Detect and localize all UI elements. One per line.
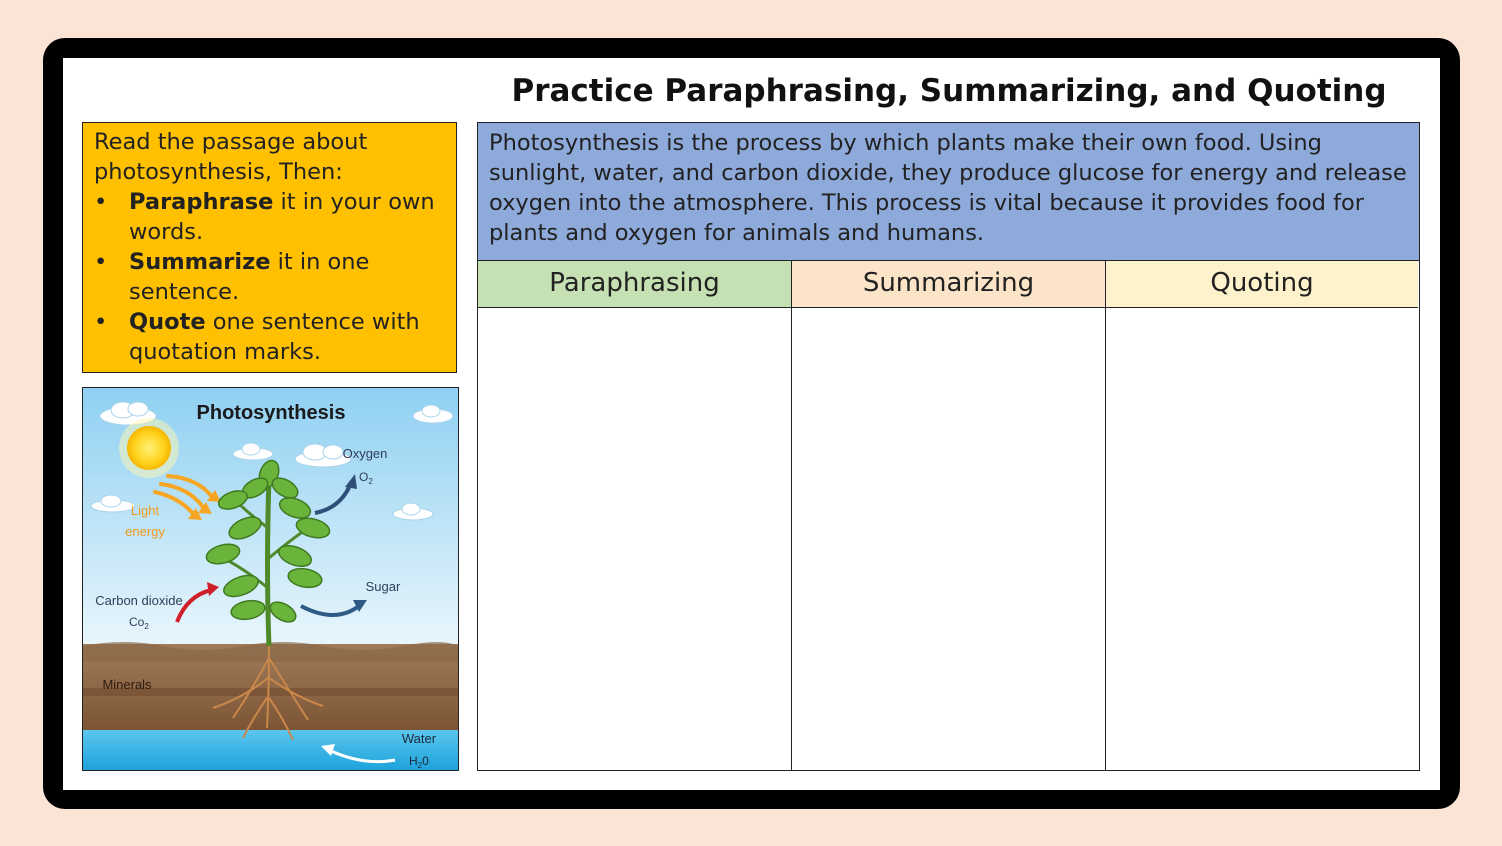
- diagram-title: Photosynthesis: [196, 402, 346, 424]
- quoting-cell[interactable]: [1106, 308, 1418, 770]
- h2o-label: $H_20$: [409, 754, 429, 770]
- passage-box: Photosynthesis is the process by which plants make their own food. Using sunlight, water, and carbon dioxide, they produce glucose for energy and release oxygen into the atmosphere. This process is vital because it provides food for plants and oxygen for animals and humans.: [477, 122, 1420, 261]
- instruction-keyword: Quote: [129, 309, 206, 335]
- instructions-box: [82, 122, 457, 373]
- instruction-item-paraphrase: [94, 187, 446, 247]
- instructions-list: [94, 187, 446, 367]
- instruction-text: it in your own words.: [129, 189, 435, 245]
- summarizing-cell[interactable]: [792, 308, 1106, 770]
- sugar-label: Sugar: [365, 579, 401, 594]
- water-label: Water: [401, 731, 437, 746]
- photosynthesis-diagram: [82, 387, 459, 771]
- co2-formula-label: $Co_2$: [129, 615, 149, 631]
- bullet-icon: •: [94, 189, 108, 215]
- instruction-text: it in one sentence.: [129, 249, 370, 305]
- response-table: [477, 260, 1420, 771]
- co2-title-label: Carbon dioxide: [95, 593, 183, 608]
- instruction-keyword: Summarize: [129, 249, 271, 275]
- header-summarizing: Summarizing: [792, 261, 1106, 308]
- instruction-keyword: Paraphrase: [129, 189, 274, 215]
- instructions-intro: Read the passage about photosynthesis, Then:: [94, 129, 368, 185]
- o2-label: $O_2$: [359, 470, 373, 486]
- light-label: Light: [130, 503, 160, 518]
- paraphrasing-cell[interactable]: [478, 308, 792, 770]
- minerals-label: Minerals: [102, 677, 152, 692]
- bullet-icon: •: [94, 249, 108, 275]
- header-paraphrasing: Paraphrasing: [478, 261, 792, 308]
- page-title: Practice Paraphrasing, Summarizing, and Quoting: [511, 73, 1387, 109]
- instruction-item-quote: [94, 307, 446, 367]
- sun-icon: [127, 426, 171, 470]
- header-quoting: Quoting: [1106, 261, 1418, 308]
- instruction-text: one sentence with quotation marks.: [129, 309, 420, 365]
- energy-label: energy: [125, 524, 165, 539]
- bullet-icon: •: [94, 309, 108, 335]
- instruction-item-summarize: [94, 247, 446, 307]
- oxygen-label: Oxygen: [342, 446, 388, 461]
